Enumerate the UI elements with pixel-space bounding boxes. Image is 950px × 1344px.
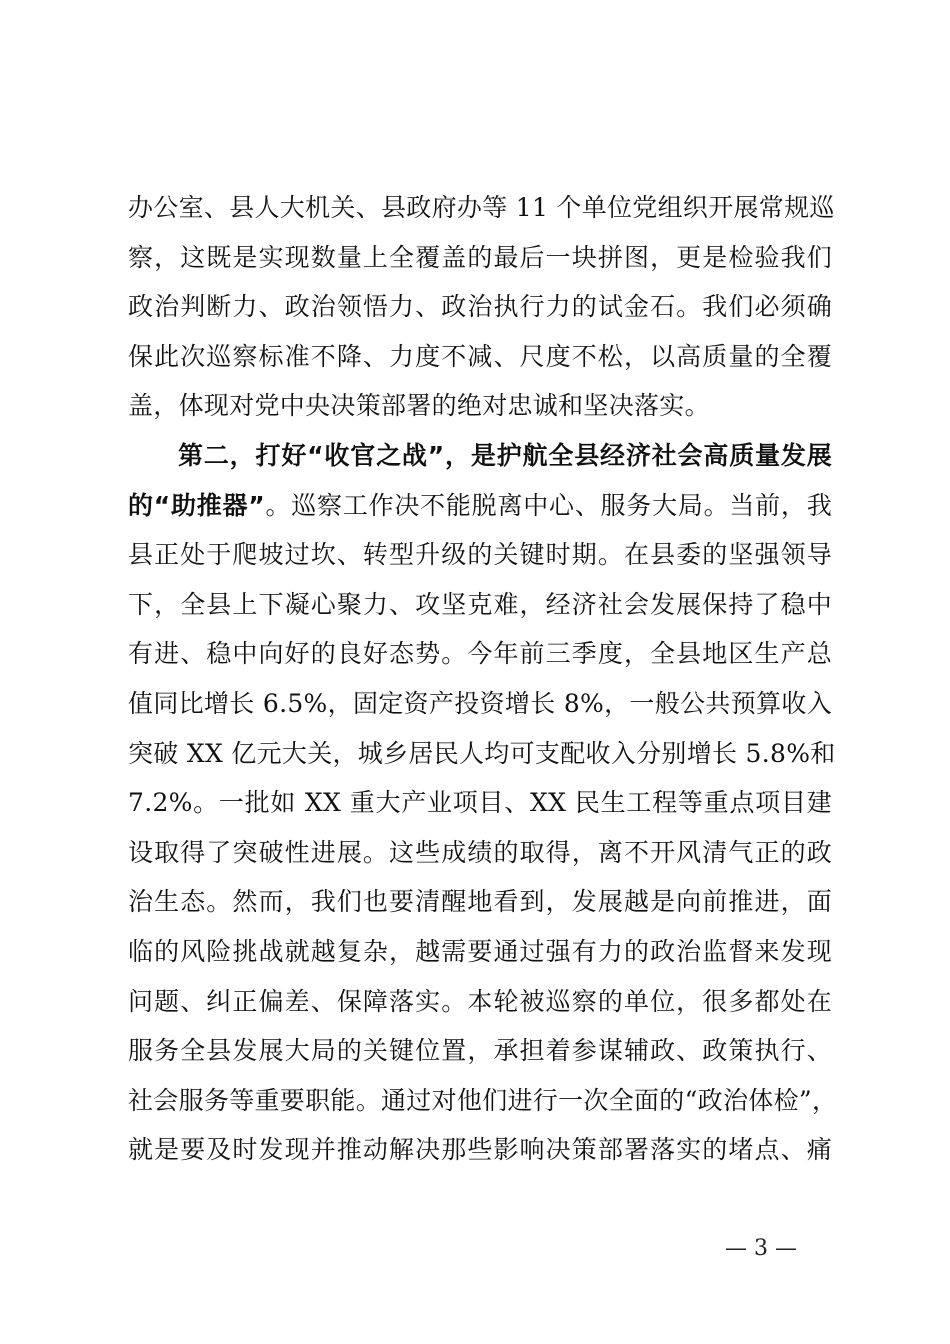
text-run: 设取得了突破性进展。这些成绩的取得，离不开风清气正的政 — [128, 837, 832, 867]
text-line-5 — [128, 381, 832, 431]
body-text — [128, 183, 838, 1175]
text-run: 突破 XX 亿元大关，城乡居民人均可支配收入分别增长 5.8%和 — [128, 738, 836, 768]
text-line-14 — [128, 828, 832, 878]
text-run: 有进、稳中向好的良好态势。今年前三季度，全县地区生产总 — [128, 639, 832, 669]
bold-heading-run: 的“助推器” — [128, 490, 266, 520]
text-line-16 — [128, 927, 832, 977]
text-line-17 — [128, 977, 832, 1027]
page-number: — 3 — — [725, 1236, 797, 1261]
section-heading-line — [128, 431, 832, 481]
text-run: 办公室、县人大机关、县政府办等 11 个单位党组织开展常规巡 — [128, 193, 835, 222]
text-run: 。巡察工作决不能脱离中心、服务大局。当前，我 — [265, 490, 832, 520]
text-line-3 — [128, 282, 832, 332]
text-line-2 — [128, 233, 832, 283]
text-line-11 — [128, 679, 832, 729]
text-line-15 — [128, 877, 832, 927]
text-line-19 — [128, 1076, 838, 1126]
text-run: 临的风险挑战就越复杂，越需要通过强有力的政治监督来发现 — [128, 936, 832, 966]
text-run: 社会服务等重要职能。通过对他们进行一次全面的“政治体检”， — [128, 1085, 838, 1115]
text-line-20 — [128, 1125, 832, 1175]
text-line-4 — [128, 332, 832, 382]
text-run: 就是要及时发现并推动解决那些影响决策部署落实的堵点、痛 — [128, 1135, 832, 1165]
text-run: 县正处于爬坡过坎、转型升级的关键时期。在县委的坚强领导 — [128, 540, 832, 570]
bold-heading-run: 第二，打好“收官之战”，是护航全县经济社会高质量发展 — [178, 440, 832, 470]
text-line-13 — [128, 778, 832, 828]
text-run: 保此次巡察标准不降、力度不减、尺度不松，以高质量的全覆 — [128, 341, 832, 371]
text-run: 问题、纠正偏差、保障落实。本轮被巡察的单位，很多都处在 — [128, 986, 832, 1016]
text-line-9 — [128, 580, 832, 630]
text-line-7 — [128, 481, 832, 531]
text-run: 下，全县上下凝心聚力、攻坚克难，经济社会发展保持了稳中 — [128, 589, 832, 619]
text-run: 值同比增长 6.5%，固定资产投资增长 8%，一般公共预算收入 — [128, 688, 832, 718]
text-run: 7.2%。一批如 XX 重大产业项目、XX 民生工程等重点项目建 — [128, 788, 832, 818]
text-line-1 — [128, 183, 835, 233]
text-run: 政治判断力、政治领悟力、政治执行力的试金石。我们必须确 — [128, 292, 832, 322]
text-line-10 — [128, 629, 832, 679]
text-line-8 — [128, 530, 832, 580]
text-line-18 — [128, 1026, 832, 1076]
text-run: 治生态。然而，我们也要清醒地看到，发展越是向前推进，面 — [128, 887, 832, 917]
text-run: 盖，体现对党中央决策部署的绝对忠诚和坚决落实。 — [128, 391, 710, 421]
text-run: 服务全县发展大局的关键位置，承担着参谋辅政、政策执行、 — [128, 1036, 832, 1066]
text-line-12 — [128, 729, 836, 779]
text-run: 察，这既是实现数量上全覆盖的最后一块拼图，更是检验我们 — [128, 242, 832, 272]
